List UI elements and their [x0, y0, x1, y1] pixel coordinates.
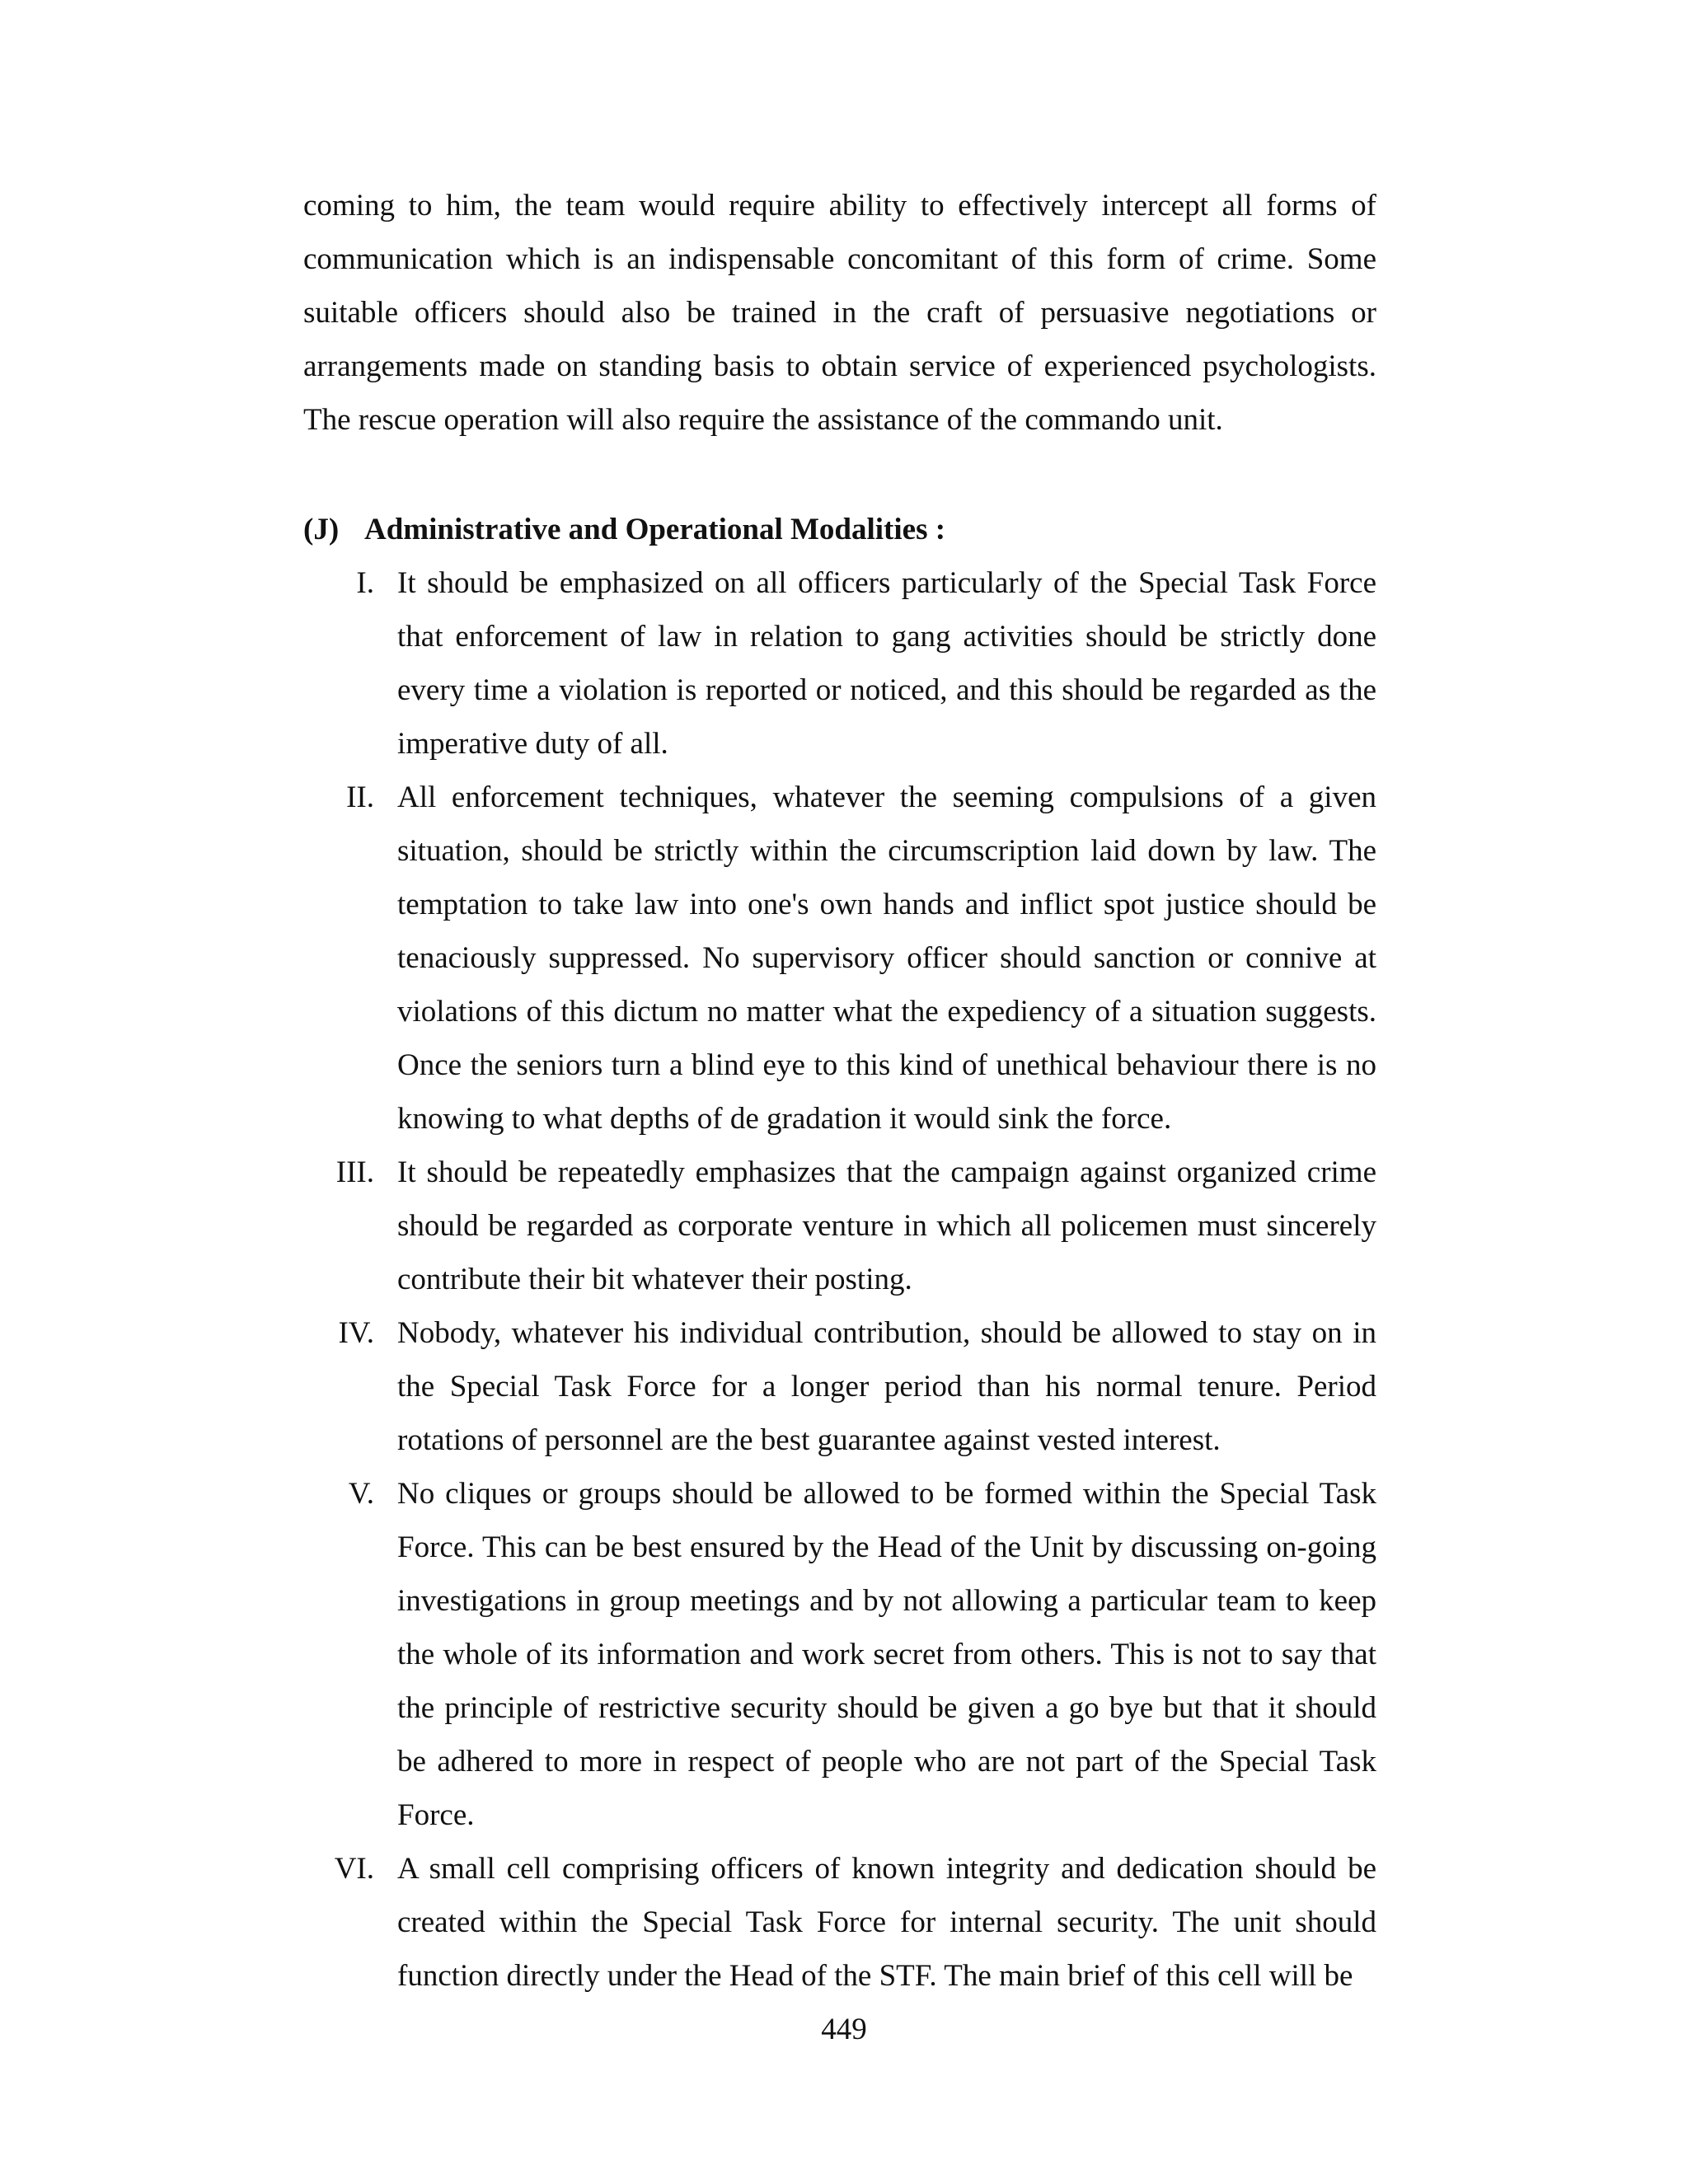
section-heading	[303, 503, 945, 556]
list-item-number: II.	[346, 780, 374, 814]
list-item	[303, 1842, 1376, 2003]
section-title: Administrative and Operational Modalities :	[364, 513, 946, 546]
modalities-list	[303, 556, 1376, 2003]
list-item-number: VI.	[334, 1852, 374, 1886]
list-item	[303, 1146, 1376, 1306]
list-item	[303, 771, 1376, 1146]
list-item	[303, 1306, 1376, 1467]
list-item-text: It should be emphasized on all officers particularly of the Special Task Force that enforcement of law in relation to gang activities should be strictly done every time a violation is reported or noticed, and this should be regarded as the imperative duty of all.	[397, 566, 1376, 761]
page-number: 449	[821, 2013, 867, 2046]
list-item-number: I.	[356, 566, 374, 600]
section-label: (J)	[303, 513, 340, 546]
list-item-text: Nobody, whatever his individual contribution, should be allowed to stay on in the Special Task Force for a longer period than his normal tenure. Period rotations of personnel are the best guarantee against vested interest.	[397, 1316, 1376, 1457]
list-item-number: IV.	[338, 1316, 374, 1350]
list-item-text: A small cell comprising officers of known integrity and dedication should be created within the Special Task Force for internal security. The unit should function directly under the Head of the STF. The main brief of this cell will be	[397, 1852, 1376, 1993]
list-item	[303, 1467, 1376, 1842]
list-item-number: V.	[348, 1477, 374, 1511]
intro-paragraph: coming to him, the team would require ability to effectively intercept all forms of communication which is an indispensable concomitant of this form of crime. Some suitable officers should also be trained in the craft of persuasive negotiations or arrangements made on standing basis to obtain service of experienced psychologists. The rescue operation will also require the assistance of the commando unit.	[303, 189, 1376, 437]
list-item-text: No cliques or groups should be allowed to be formed within the Special Task Force. This can be best ensured by the Head of the Unit by discussing on-going investigations in group meetings and by not allowing a particular team to keep the whole of its information and work secret from others. This is not to say that the principle of restrictive security should be given a go bye but that it should be adhered to more in respect of people who are not part of the Special Task Force.	[397, 1477, 1376, 1832]
list-item	[303, 556, 1376, 771]
list-item-text: It should be repeatedly emphasizes that the campaign against organized crime should be regarded as corporate venture in which all policemen must sincerely contribute their bit whatever their posting.	[397, 1155, 1376, 1296]
list-item-text: All enforcement techniques, whatever the seeming compulsions of a given situation, should be strictly within the circumscription laid down by law. The temptation to take law into one's own hands and inflict spot justice should be tenaciously suppressed. No supervisory officer should sanction or connive at violations of this dictum no matter what the expediency of a situation suggests. Once the seniors turn a blind eye to this kind of unethical behaviour there is no knowing to what depths of de gradation it would sink the force.	[397, 780, 1376, 1136]
list-item-number: III.	[335, 1155, 374, 1189]
